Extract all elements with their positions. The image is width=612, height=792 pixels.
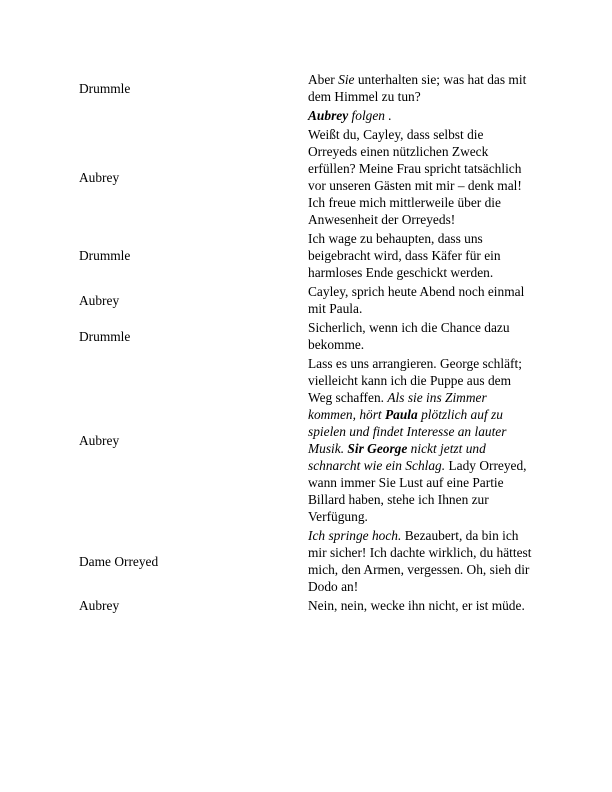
stage-direction-segment: folgen . — [348, 108, 392, 123]
dialogue-text — [308, 597, 533, 614]
dialogue-segment: unterhalten sie; was hat das mit dem Himmel zu tun? — [308, 72, 527, 104]
speaker-name: Drummle — [79, 80, 131, 96]
speaker-name: Aubrey — [79, 169, 120, 185]
dialogue-segment: Weißt du, Cayley, dass selbst die Orreyeds einen nützlichen Zweck erfüllen? Meine Frau spricht tatsächlich vor unseren Gästen mit mir – denk mal! Ich freue mich mittlerweile über die Anwesenheit der Orreyeds! — [308, 127, 522, 227]
speaker-name: Drummle — [79, 248, 131, 263]
dialogue-text — [308, 319, 533, 353]
stage-direction-segment: Sir George — [347, 441, 408, 456]
dialogue-text — [308, 527, 533, 595]
dialogue-row — [79, 319, 539, 353]
dialogue-text — [308, 230, 533, 281]
stage-direction-segment: plötzlich auf zu spielen und findet Interesse an lauter Musik. — [308, 407, 507, 456]
stage-direction-segment: Paula — [384, 407, 418, 422]
dialogue-row — [79, 355, 539, 525]
dialogue-text — [308, 126, 533, 228]
dialogue-row — [79, 527, 539, 595]
dialogue-row — [79, 283, 539, 317]
stage-direction-segment: Ich springe hoch. — [308, 528, 402, 543]
speaker-name: Aubrey — [79, 432, 120, 448]
dialogue-table — [79, 71, 539, 616]
stage-direction-segment: Aubrey — [308, 108, 349, 123]
dialogue-segment: Bezaubert, da bin ich mir sicher! Ich dachte wirklich, du hättest mich, den Armen, vergessen. Oh, sieh dir Dodo an! — [308, 528, 532, 594]
stage-direction-segment: Als sie ins Zimmer kommen, hört — [308, 390, 487, 422]
dialogue-segment: Nein, nein, wecke ihn nicht, er ist müde. — [308, 598, 525, 613]
dialogue-text — [308, 283, 533, 317]
dialogue-segment: Lady Orreyed, wann immer Sie Lust auf eine Partie Billard haben, stehe ich Ihnen zur Verfügung. — [308, 458, 527, 524]
dialogue-text — [308, 107, 533, 124]
speaker-name: Aubrey — [79, 292, 120, 308]
dialogue-row — [79, 126, 539, 228]
dialogue-row — [79, 71, 539, 105]
dialogue-row — [79, 107, 539, 124]
dialogue-text — [308, 71, 533, 105]
dialogue-segment: Ich wage zu behaupten, dass uns beigebracht wird, dass Käfer für ein harmloses Ende geschickt werden. — [308, 231, 501, 280]
dialogue-row — [79, 230, 539, 281]
speaker-name: Aubrey — [79, 598, 120, 613]
stage-direction-segment: Sie — [338, 72, 355, 87]
dialogue-segment: Lass es uns arrangieren. George schläft; vielleicht kann ich die Puppe aus dem Weg schaffen. — [308, 356, 522, 405]
dialogue-segment: Aber — [308, 72, 339, 87]
dialogue-segment: Sicherlich, wenn ich die Chance dazu bekomme. — [308, 320, 510, 352]
speaker-name: Drummle — [79, 328, 131, 344]
stage-direction-segment: nickt jetzt und schnarcht wie ein Schlag. — [308, 441, 486, 473]
dialogue-text — [308, 355, 533, 525]
dialogue-row — [79, 597, 539, 614]
speaker-name: Dame Orreyed — [79, 553, 159, 569]
dialogue-segment: Cayley, sprich heute Abend noch einmal mit Paula. — [308, 284, 525, 316]
